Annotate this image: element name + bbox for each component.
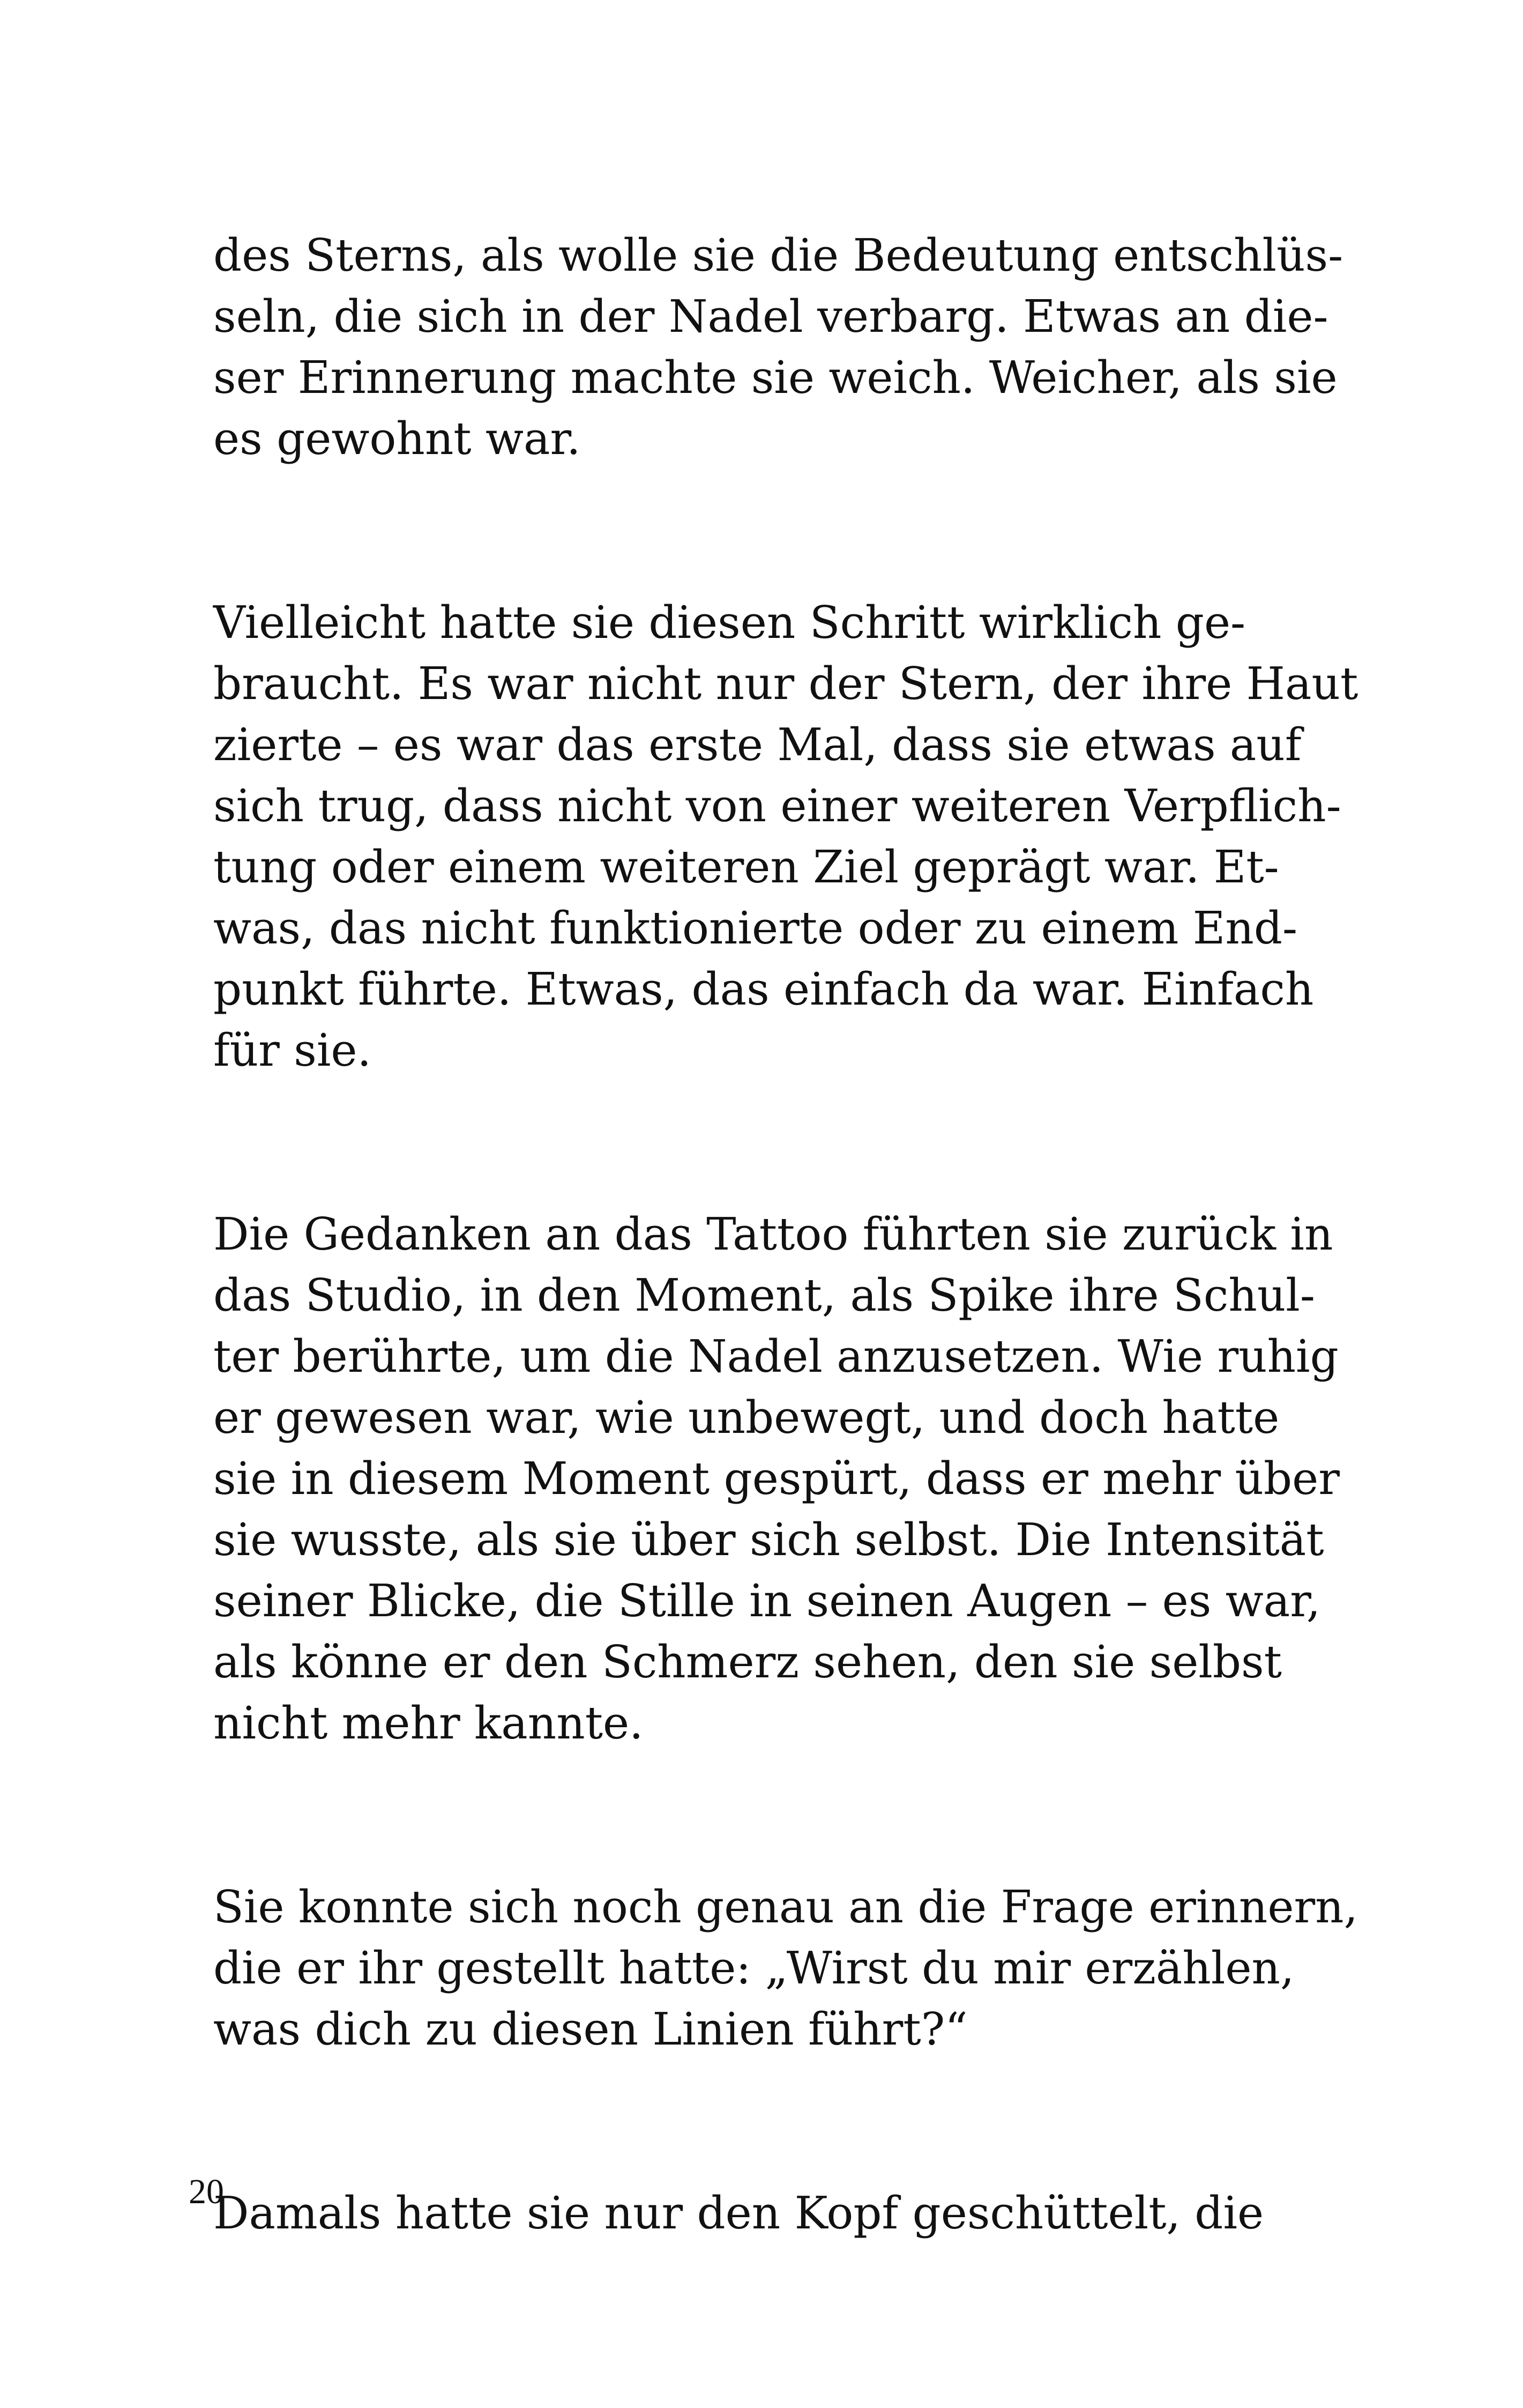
- paragraph: [213, 592, 1358, 1081]
- text-line: sie in diesem Moment gespürt, dass er mehr über: [213, 1453, 1340, 1505]
- text-line: die er ihr gestellt hatte: „Wirst du mir erzählen,: [213, 1942, 1295, 1994]
- text-line: punkt führte. Etwas, das einfach da war. Einfach: [213, 963, 1314, 1015]
- text-line: das Studio, in den Moment, als Spike ihre Schul-: [213, 1269, 1315, 1321]
- text-line: ter berührte, um die Nadel anzusetzen. Wie ruhig: [213, 1331, 1339, 1383]
- text-line: zierte – es war das erste Mal, dass sie etwas auf: [213, 719, 1302, 771]
- text-line: für sie.: [213, 1024, 371, 1076]
- text-line: er gewesen war, wie unbewegt, und doch hatte: [213, 1392, 1280, 1444]
- paragraph: [213, 225, 1343, 470]
- text-line: seiner Blicke, die Stille in seinen Augen – es war,: [213, 1575, 1321, 1627]
- text-line: tung oder einem weiteren Ziel geprägt war. Et-: [213, 841, 1279, 893]
- paragraph: [213, 2183, 1339, 2244]
- body-text: [213, 225, 1358, 2367]
- text-line: seln, die sich in der Nadel verbarg. Etwas an die-: [213, 291, 1328, 343]
- text-line: sich trug, dass nicht von einer weiteren Verpflich-: [213, 780, 1341, 832]
- text-line: sie wusste, als sie über sich selbst. Die Intensität: [213, 1514, 1324, 1566]
- paragraph: [213, 1877, 1358, 2060]
- text-line: nicht mehr kannte.: [213, 1697, 644, 1749]
- page-number: 20: [189, 2172, 224, 2211]
- text-line: des Sterns, als wolle sie die Bedeutung entschlüs-: [213, 229, 1343, 281]
- paragraph: [213, 1204, 1339, 1754]
- text-line: es gewohnt war.: [213, 413, 581, 465]
- text-line: Damals hatte sie nur den Kopf geschüttelt, die: [213, 2187, 1264, 2239]
- text-line: was dich zu diesen Linien führt?“: [213, 2003, 968, 2055]
- text-line: braucht. Es war nicht nur der Stern, der ihre Haut: [213, 658, 1358, 710]
- text-line: als könne er den Schmerz sehen, den sie selbst: [213, 1636, 1282, 1688]
- text-line: was, das nicht funktionierte oder zu einem End-: [213, 902, 1298, 954]
- text-line: Die Gedanken an das Tattoo führten sie zurück in: [213, 1208, 1333, 1260]
- text-line: ser Erinnerung machte sie weich. Weicher, als sie: [213, 352, 1338, 404]
- text-line: Vielleicht hatte sie diesen Schritt wirklich ge-: [213, 597, 1246, 649]
- text-line: Sie konnte sich noch genau an die Frage erinnern,: [213, 1881, 1358, 1933]
